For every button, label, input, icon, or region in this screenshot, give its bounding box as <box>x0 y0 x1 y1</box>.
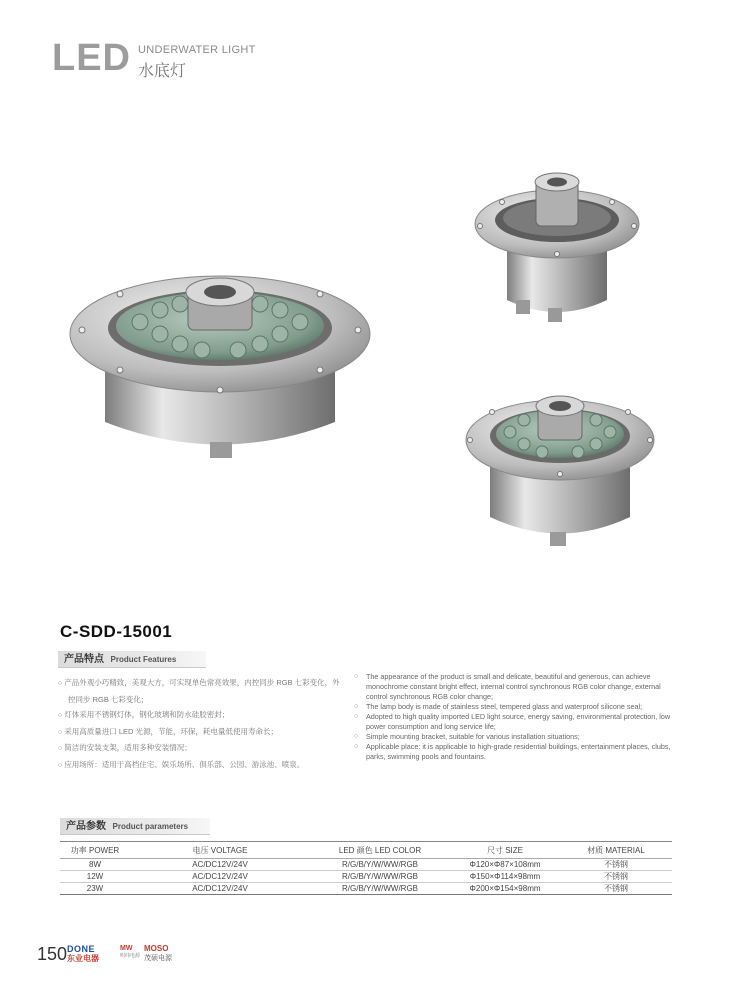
feature-cn-item: 控同步 RGB 七彩变化； <box>68 694 149 704</box>
header-led: LED <box>52 37 131 79</box>
parameters-tab <box>60 818 210 835</box>
features-en-list <box>354 672 684 762</box>
model-number: C-SDD-15001 <box>60 622 173 641</box>
parameters-table <box>60 841 672 895</box>
cell-size: Φ150×Φ114×98mm <box>450 871 560 883</box>
brand-logo-done <box>67 944 99 963</box>
cell-voltage: AC/DC12V/24V <box>130 883 310 895</box>
page-number: 150 <box>37 944 68 964</box>
brand-mw-name: MW <box>120 945 133 952</box>
header-voltage: 电压 VOLTAGE <box>130 842 310 859</box>
feature-cn-item: ○ 产品外观小巧精致，美观大方，可实现单色常亮效果，内控同步 RGB 七彩变化，外 <box>58 678 340 687</box>
feature-cn-item: ○ 应用场所：适用于高档住宅、娱乐场所、俱乐部、公园、游泳池、喷泉。 <box>58 759 305 769</box>
product-image-large <box>60 262 380 462</box>
cell-size: Φ120×Φ87×108mm <box>450 859 560 871</box>
features-tab <box>58 651 206 668</box>
cell-material: 不锈钢 <box>560 871 672 883</box>
feature-cn-item: ○ 简洁的安装支架，适用多种安装情况； <box>58 743 192 752</box>
parameters-tab-cn: 产品参数 <box>66 821 106 832</box>
features-tab-en: Product Features <box>110 655 177 664</box>
product-image-small-top <box>472 172 642 332</box>
cell-material: 不锈钢 <box>560 859 672 871</box>
cell-power: 12W <box>60 871 130 883</box>
feature-en-item: ○ The appearance of the product is small and delicate, beautiful and generous, can achieve monochrome constant bright effect, internal control synchronous RGB color change, external control synchronous RGB color change; <box>354 672 684 702</box>
cell-led-color: R/G/B/Y/W/WW/RGB <box>310 871 450 883</box>
brand-moso-cn: 茂硕电源 <box>144 955 172 962</box>
parameters-tab-en: Product parameters <box>112 822 189 831</box>
cell-led-color: R/G/B/Y/W/WW/RGB <box>310 883 450 895</box>
cell-material: 不锈钢 <box>560 883 672 895</box>
header-subtitle-en: UNDERWATER LIGHT <box>138 44 256 56</box>
brand-logo-moso <box>144 944 172 963</box>
header-material: 材质 MATERIAL <box>560 842 672 859</box>
header-subtitle-cn: 水底灯 <box>138 63 187 80</box>
header-power: 功率 POWER <box>60 842 130 859</box>
table-header-row <box>60 842 672 859</box>
table-row <box>60 871 672 883</box>
cell-power: 8W <box>60 859 130 871</box>
header-size: 尺寸 SIZE <box>450 842 560 859</box>
product-image-medium <box>462 382 658 552</box>
cell-led-color: R/G/B/Y/W/WW/RGB <box>310 859 450 871</box>
feature-cn-item: ○ 采用高质量进口 LED 光源，节能，环保，耗电量低使用寿命长； <box>58 726 278 736</box>
feature-en-item: ○ Simple mounting bracket, suitable for various installation situations; <box>354 732 684 742</box>
brand-moso-name: MOSO <box>144 944 169 953</box>
features-cn-list <box>58 675 348 773</box>
cell-size: Φ200×Φ154×98mm <box>450 883 560 895</box>
feature-en-item: ○ The lamp body is made of stainless steel, tempered glass and waterproof silicone seal; <box>354 702 684 712</box>
brand-done-cn: 东业电器 <box>67 954 99 963</box>
cell-voltage: AC/DC12V/24V <box>130 859 310 871</box>
cell-voltage: AC/DC12V/24V <box>130 871 310 883</box>
header-led-color: LED 颜色 LED COLOR <box>310 842 450 859</box>
features-tab-cn: 产品特点 <box>64 654 104 665</box>
table-row <box>60 883 672 895</box>
cell-power: 23W <box>60 883 130 895</box>
feature-en-item: ○ Adopted to high quality imported LED light source, energy saving, environmental protection, low power consumption and long service life; <box>354 712 684 732</box>
brand-done-name: DONE <box>67 944 96 954</box>
brand-logo-mw <box>120 944 141 960</box>
brand-mw-cn: 明纬电源 <box>120 953 141 959</box>
table-row <box>60 859 672 871</box>
feature-en-item: ○ Applicable place: it is applicable to high-grade residential buildings, entertainment places, clubs, parks, swimming pools and fountains. <box>354 742 684 762</box>
feature-cn-item: ○ 灯体采用不锈钢灯体，钢化玻璃和防水硅胶密封； <box>58 710 230 719</box>
